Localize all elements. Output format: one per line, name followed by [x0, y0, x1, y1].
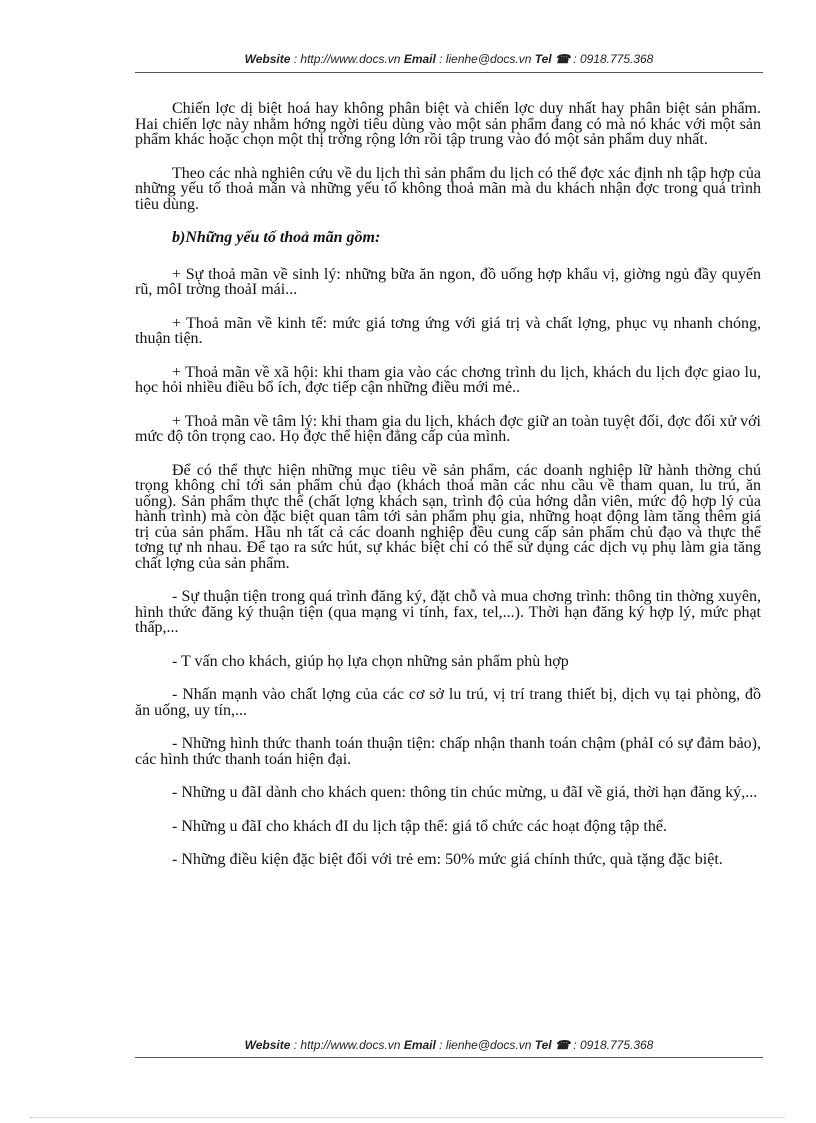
paragraph: Chiến lợc dị biệt hoá hay không phân biệt và chiến lợc duy nhất hay phân biệt sản phẩm. Hai chiến lợc này nhằm hớng ngời tiêu dùng vào một sản phẩm đang có mà nó khác với một sản phẩm khác hoặc chọn một thị trờng rộng lớn rồi tập trung vào đó một sản phẩm duy nhất. — [135, 100, 761, 148]
paragraph: + Thoả mãn về kinh tế: mức giá tơng ứng với giá trị và chất lợng, phục vụ nhanh chóng, thuận tiện. — [135, 314, 761, 347]
footer-email-value: : lienhe@docs.vn — [435, 1038, 535, 1052]
paragraph: + Sự thoả mãn về sinh lý: những bữa ăn ngon, đồ uống hợp khẩu vị, giờng ngủ đầy quyến rũ, môI trờng thoảI mái... — [135, 265, 761, 298]
paragraph: + Thoả mãn về xã hội: khi tham gia vào các chơng trình du lịch, khách du lịch đợc giao lu, học hỏi nhiều điều bổ ích, đợc tiếp cận những điều mới mẻ.. — [135, 363, 761, 396]
footer-website-label: Website — [244, 1038, 291, 1052]
header-website-value: : http://www.docs.vn — [290, 52, 404, 66]
footer-tel-label: Tel — [534, 1038, 552, 1052]
footer-tel-value: : 0918.775.368 — [569, 1038, 654, 1052]
paragraph: - Những hình thức thanh toán thuận tiện: chấp nhận thanh toán chậm (phảI có sự đảm bảo), các hình thức thanh toán hiện đại. — [135, 735, 761, 768]
paragraph: - Những u đãI cho khách đI du lịch tập thể: giá tổ chức các hoạt động tập thể. — [172, 817, 667, 835]
page-footer — [135, 1038, 763, 1052]
phone-icon: ☎ — [554, 1038, 570, 1052]
header-tel-label: Tel — [534, 52, 552, 66]
footer-rule — [135, 1057, 763, 1058]
paragraph: - Sự thuận tiện trong quá trình đăng ký, đặt chỗ và mua chơng trình: thông tin thờng xuyên, hình thức đăng ký thuận tiện (qua mạng vi tính, fax, tel,...). Thời hạn đăng ký hợp lý, mức phạt thấp,... — [135, 588, 761, 636]
phone-icon: ☎ — [554, 52, 570, 66]
page-header — [135, 52, 763, 66]
header-tel-value: : 0918.775.368 — [569, 52, 654, 66]
footer-email-label: Email — [403, 1038, 436, 1052]
footer-website-value: : http://www.docs.vn — [290, 1038, 404, 1052]
paragraph: - Những điều kiện đặc biệt đối với trẻ em: 50% mức giá chính thức, quà tặng đặc biệt. — [172, 851, 723, 868]
paragraph: + Thoả mãn về tâm lý: khi tham gia du lịch, khách đợc giữ an toàn tuyệt đối, đợc đối xử với mức độ tôn trọng cao. Họ đợc thể hiện đẳng cấp của mình. — [135, 412, 761, 445]
paragraph: Để có thể thực hiện những mục tiêu về sản phẩm, các doanh nghiệp lữ hành thờng chú trọng không chỉ tới sản phẩm chủ đạo (khách thoả mãn các nhu cầu về tham quan, lu trú, ăn uống). Sản phẩm thực thể (chất lợng khách sạn, trình độ của hớng dẫn viên, mức độ hợp lý của hành trình) mà còn đặc biệt quan tâm tới sản phẩm phụ gia, những hoạt động làm tăng thêm giá trị của sản phẩm. Hầu nh tất cả các doanh nghiệp đều cung cấp sản phẩm chủ đạo và thực thể tơng tự nh nhau. Để tạo ra sức hút, sự khác biệt chỉ có thể sử dụng các dịch vụ phụ làm gia tăng chất lợng của sản phẩm. — [135, 461, 761, 572]
document-body — [135, 101, 761, 886]
paragraph: - Những u đãI dành cho khách quen: thông tin chúc mừng, u đãI về giá, thời hạn đăng ký,... — [172, 784, 758, 801]
section-heading: b)Những yếu tố thoả mãn gồm: — [172, 229, 381, 246]
header-website-label: Website — [244, 52, 291, 66]
header-email-label: Email — [403, 52, 436, 66]
paragraph: - Nhấn mạnh vào chất lợng của các cơ sở lu trú, vị trí trang thiết bị, dịch vụ tại phòng, đồ ăn uống, uy tín,... — [135, 686, 761, 719]
paragraph: - T vấn cho khách, giúp họ lựa chọn những sản phẩm phù hợp — [172, 652, 569, 670]
paragraph: Theo các nhà nghiên cứu về du lịch thì sản phẩm du lịch có thể đợc xác định nh tập hợp của những yếu tố thoả mãn và những yếu tố không thoả mãn mà du khách nhận đợc trong quá trình tiêu dùng. — [135, 164, 761, 213]
header-rule — [135, 72, 763, 73]
header-email-value: : lienhe@docs.vn — [435, 52, 535, 66]
page-edge-dotted-line — [30, 1117, 786, 1118]
